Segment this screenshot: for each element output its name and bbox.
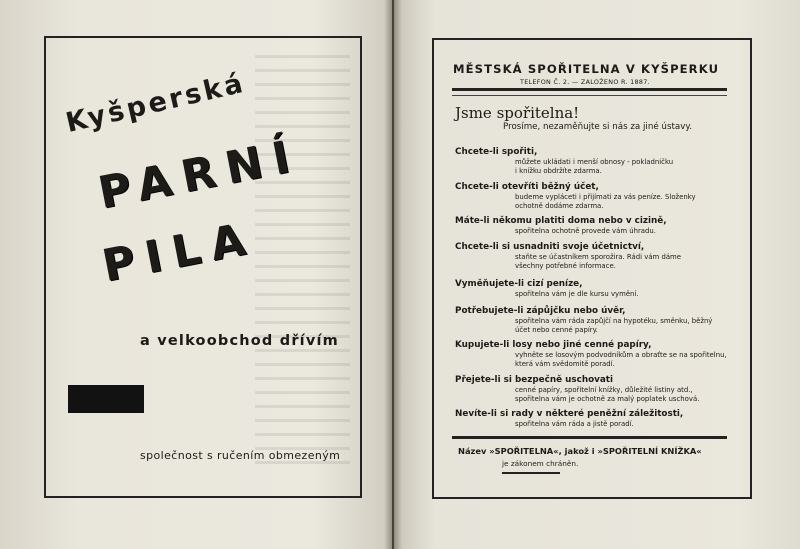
headline-line-2: PILA	[98, 212, 260, 292]
bank-subtitle: TELEFON Č. 2. — ZALOŽENO R. 1887.	[520, 78, 650, 86]
service-detail: staňte se účastníkem sporožira. Rádi vám dáme všechny potřebné informace.	[515, 253, 682, 270]
service-item	[455, 339, 745, 369]
service-heading: Chcete-li otevříti běžný účet,	[455, 182, 599, 192]
intro-text: Prosíme, nezaměňujte si nás za jiné ústavy.	[503, 122, 693, 132]
footer-rule-top	[452, 436, 727, 439]
title-rule-thin	[452, 95, 727, 96]
bank-title: MĚSTSKÁ SPOŘITELNA V KYŠPERKU	[453, 62, 720, 76]
service-heading: Chcete-li spořiti,	[455, 147, 538, 157]
service-detail: spořitelna vám je dle kursu vymění.	[515, 290, 639, 298]
service-detail: můžete ukládati i menší obnosy - pokladničku i knížku obdržíte zdarma.	[515, 158, 674, 175]
service-heading: Vyměňujete-li cizí peníze,	[455, 279, 583, 289]
intro-heading: Jsme spořitelna!	[455, 104, 580, 122]
service-item	[455, 278, 745, 299]
service-item	[455, 146, 745, 176]
title-rule	[452, 88, 727, 91]
service-detail: budeme vypláceti i přijímati za vás peníze. Složenky ochotně dodáme zdarma.	[515, 193, 696, 210]
service-detail: spořitelna vám ráda zapůjčí na hypotéku, směnku, běžný účet nebo cenné papíry.	[515, 317, 713, 334]
service-heading: Máte-li někomu platiti doma nebo v cizině,	[455, 216, 667, 226]
book-gutter	[384, 0, 402, 549]
service-item	[455, 241, 745, 271]
company-type: společnost s ručením obmezeným	[140, 449, 341, 462]
service-detail: cenné papíry, spořitelní knížky, důležité listiny atd., spořitelna vám je ochotně za malý poplatek uschová.	[515, 386, 700, 403]
headline-line-1: PARNÍ	[94, 129, 305, 219]
service-detail: spořitelna ochotně provede vám úhradu.	[515, 227, 656, 235]
service-detail: spořitelna vám ráda a jistě poradí.	[515, 420, 634, 428]
service-item	[455, 181, 745, 211]
service-heading: Potřebujete-li zápůjčku nebo úvěr,	[455, 306, 626, 316]
redaction-block	[68, 385, 144, 413]
service-heading: Nevíte-li si rady v některé peněžní záležitosti,	[455, 409, 684, 419]
bleed-through-text	[255, 55, 350, 475]
service-heading: Chcete-li si usnadniti svoje účetnictví,	[455, 242, 645, 252]
footer-notice-line-2: je zákonem chráněn.	[502, 459, 579, 468]
service-item	[455, 215, 745, 236]
footer-notice: Název »SPOŘITELNA«, jakož i »SPOŘITELNÍ KNÍŽKA«	[458, 446, 702, 456]
service-heading: Kupujete-li losy nebo jiné cenné papíry,	[455, 340, 652, 350]
footer-underline	[502, 472, 560, 474]
subline: a velkoobchod dřívím	[140, 333, 339, 349]
service-item	[455, 408, 745, 429]
brand-name: Kyšperská	[63, 67, 249, 139]
service-detail: vyhněte se losovým podvodníkům a obraťte se na spořitelnu, která vám svědomitě poradí.	[515, 351, 727, 368]
service-item	[455, 374, 745, 404]
service-item	[455, 305, 745, 335]
service-heading: Přejete-li si bezpečně uschovati	[455, 375, 614, 385]
